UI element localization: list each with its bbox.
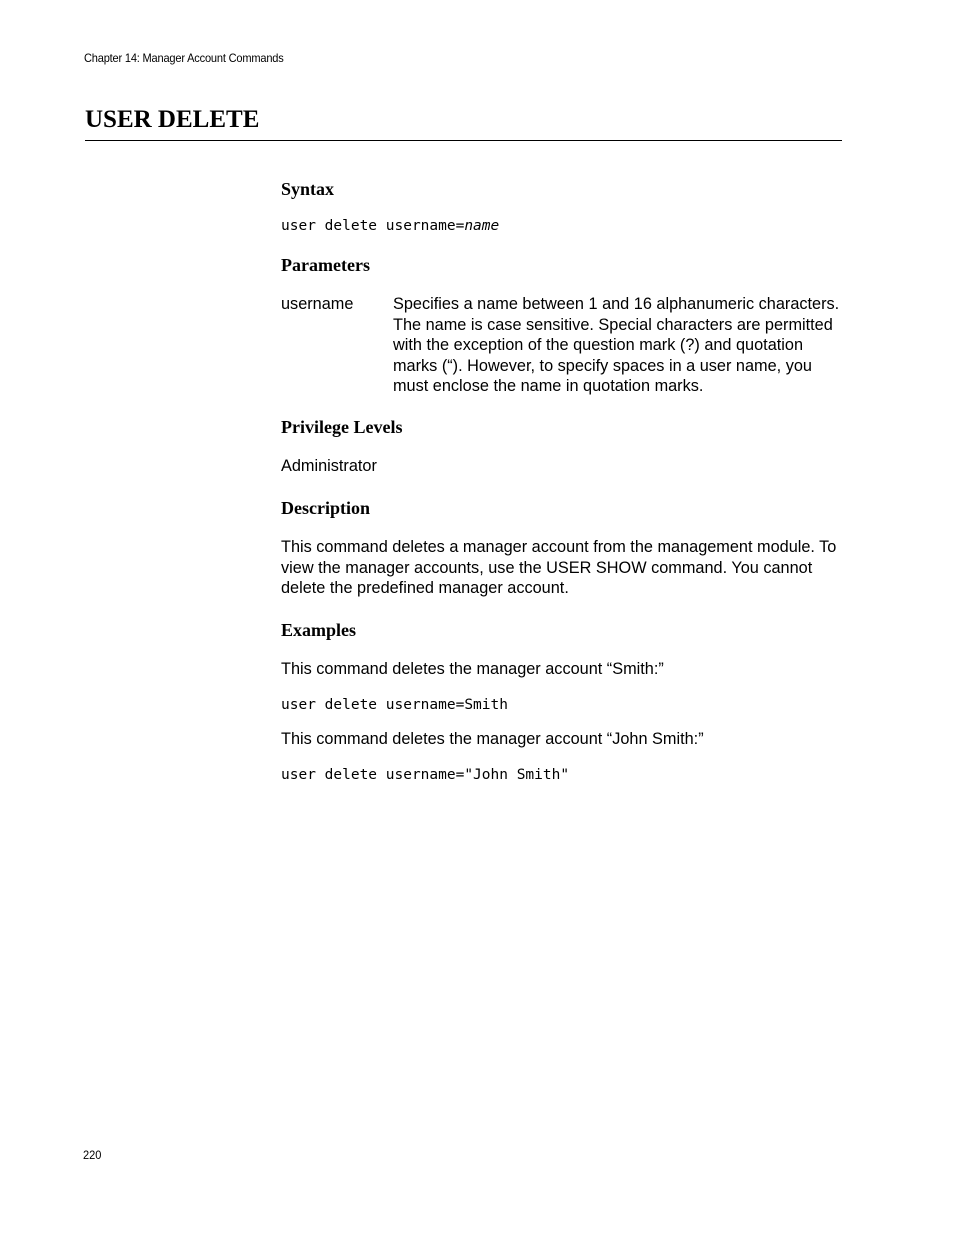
parameter-description: Specifies a name between 1 and 16 alphanumeric characters. The name is case sensitive. Special characters are permitted with the exception of the question mark (?) and quotation marks (“). However, to specify spaces in a user name, you must enclose the name in quotation marks.: [393, 295, 840, 395]
parameter-name: username: [281, 295, 354, 313]
parameters-heading: Parameters: [281, 255, 370, 275]
example-code: user delete username=Smith: [281, 697, 508, 713]
running-header: Chapter 14: Manager Account Commands: [84, 51, 284, 65]
title-rule: [85, 140, 842, 141]
syntax-argument: name: [464, 218, 500, 234]
syntax-heading: Syntax: [281, 179, 335, 199]
privilege-levels-heading: Privilege Levels: [281, 417, 403, 437]
syntax-command: user delete username=: [281, 218, 465, 234]
examples-heading: Examples: [281, 620, 357, 640]
example-caption: This command deletes the manager account “John Smith:”: [281, 730, 704, 748]
syntax-code: [281, 218, 499, 234]
example-caption: This command deletes the manager account “Smith:”: [281, 660, 664, 678]
page-number: 220: [83, 1148, 102, 1162]
description-text: This command deletes a manager account from the management module. To view the manager accounts, use the USER SHOW command. You cannot delete the predefined manager account.: [281, 538, 837, 597]
example-code: user delete username="John Smith": [281, 767, 570, 783]
privilege-level-value: Administrator: [281, 457, 377, 475]
description-heading: Description: [281, 498, 370, 518]
page-title: USER DELETE: [85, 106, 260, 133]
